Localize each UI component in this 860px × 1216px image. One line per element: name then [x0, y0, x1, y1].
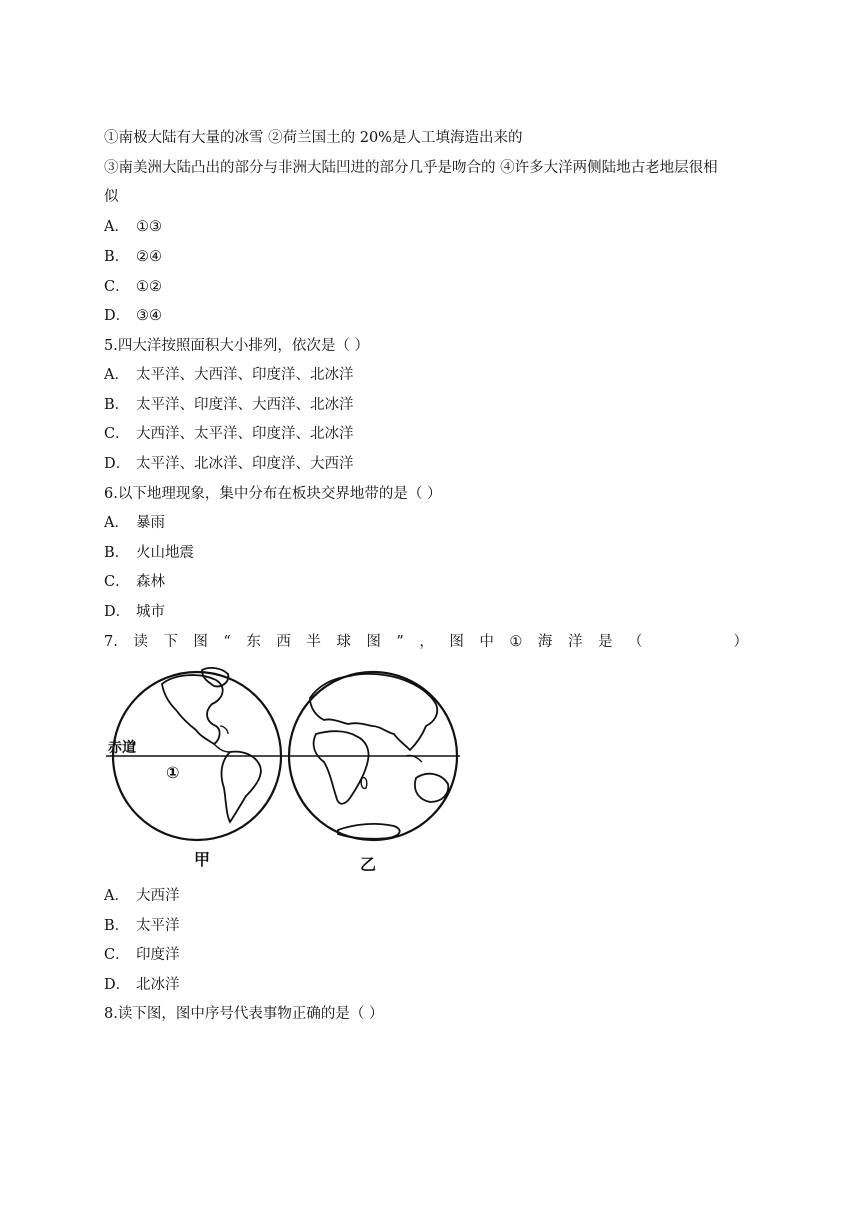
- q4-option-a: A． ①③: [104, 219, 162, 235]
- q4-statement-line-1: ①南极大陆有大量的冰雪 ②荷兰国土的 20%是人工填海造出来的: [104, 130, 523, 146]
- q4-option-d: D． ③④: [104, 308, 162, 324]
- q5-option-a: A． 太平洋、大西洋、印度洋、北冰洋: [104, 367, 354, 383]
- q4-statement-line-2: ③南美洲大陆凸出的部分与非洲大陆凹进的部分几乎是吻合的 ④许多大洋两侧陆地古老地层很相: [104, 160, 718, 176]
- q7-option-c: C． 印度洋: [104, 947, 180, 963]
- south-america-landmass: [222, 752, 261, 822]
- q4-statement-line-3: 似: [104, 189, 119, 205]
- q5-option-b: B． 太平洋、印度洋、大西洋、北冰洋: [104, 397, 354, 413]
- hemisphere-map-figure: [104, 660, 464, 882]
- ocean-marker-1: ①: [166, 763, 180, 782]
- q7-option-a: A． 大西洋: [104, 888, 180, 904]
- q6-option-a: A． 暴雨: [104, 515, 165, 531]
- east-hemisphere-label: 乙: [360, 855, 377, 874]
- africa-landmass: [314, 731, 369, 804]
- q6-stem: 6.以下地理现象，集中分布在板块交界地带的是（ ）: [104, 486, 442, 502]
- q8-stem: 8.读下图，图中序号代表事物正确的是（ ）: [104, 1006, 384, 1022]
- q4-option-b: B． ②④: [104, 249, 162, 265]
- q4-option-c: C． ①②: [104, 279, 162, 295]
- q6-option-d: D． 城市: [104, 604, 165, 620]
- australia-landmass: [415, 774, 448, 802]
- q7-option-b: B． 太平洋: [104, 918, 180, 934]
- antarctica-landmass: [338, 824, 400, 839]
- q5-option-d: D． 太平洋、北冰洋、印度洋、大西洋: [104, 456, 354, 472]
- q7-stem: 7. 读 下 图 “ 东 西 半 球 图 ” ， 图 中 ① 海 洋 是 （ ）: [104, 634, 748, 650]
- q6-option-b: B． 火山地震: [104, 545, 194, 561]
- west-hemisphere-label: 甲: [194, 850, 211, 869]
- q5-stem: 5.四大洋按照面积大小排列，依次是（ ）: [104, 338, 369, 354]
- q6-option-c: C． 森林: [104, 574, 165, 590]
- q7-option-d: D． 北冰洋: [104, 977, 180, 993]
- q5-option-c: C． 大西洋、太平洋、印度洋、北冰洋: [104, 426, 354, 442]
- equator-label: 赤道: [108, 740, 136, 756]
